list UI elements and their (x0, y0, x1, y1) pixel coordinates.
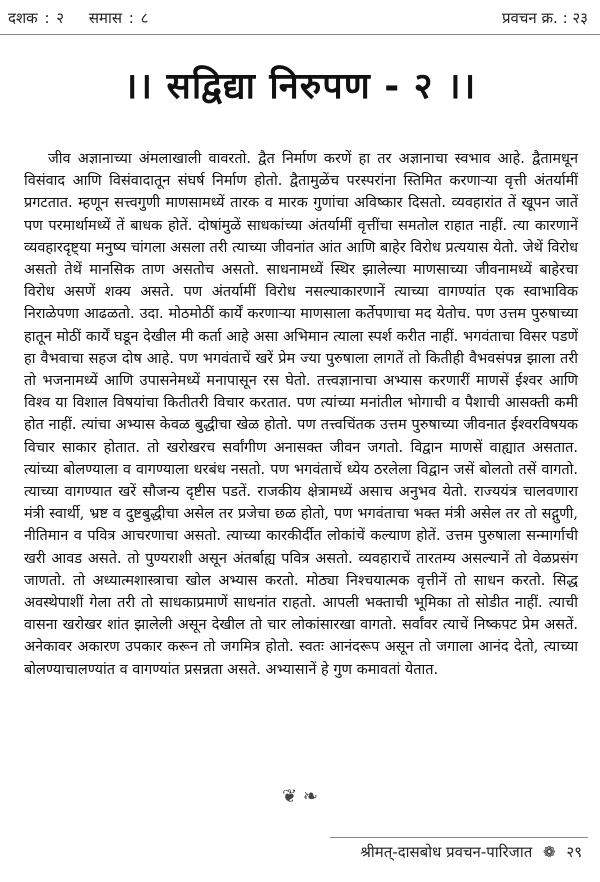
pravachan-number: प्रवचन क्र. : २३ (502, 9, 588, 27)
chapter-title: ।। सद्विद्या निरुपण - २ ।। (123, 66, 477, 107)
page-header (0, 0, 600, 34)
ornament-icon: ❦ ❧ (282, 786, 318, 807)
book-title: श्रीमत्-दासबोध प्रवचन-पारिजात (360, 843, 533, 861)
dashak-label: दशक : २ (8, 9, 65, 27)
header-left (8, 8, 166, 28)
body-paragraph: जीव अज्ञानाच्या अंमलाखाली वावरतो. द्वैत निर्माण करणें हा तर अज्ञानाचा स्वभाव आहे. द्वैतामधून विसंवाद आणि विसंवादातून संघर्ष निर्माण होतो. द्वैतामुळेंच परस्परांना स्तिमित करणाऱ्या वृत्ती अंतर्यामीं प्रगटतात. म्हणून सत्त्वगुणी माणसामध्यें तारक व मारक गुणांचा अविष्कार दिसतो. व्यवहारांत तें खूपन जातें पण परमार्थामध्यें तें बाधक होतें. दोषांमुळें साधकांच्या अंतर्यामीं वृत्तींचा समतोल राहात नाहीं. त्या कारणानें व्यवहारदृष्ट्या मनुष्य चांगला असला तरी त्याच्या जीवनांत आंत आणि बाहेर विरोध प्रत्ययास येतो. जेथें विरोध असतो तेथें मानसिक ताण असतोच असतो. साधनामध्यें स्थिर झालेल्या माणसाच्या जीवनामध्यें बाहेरचा विरोध असणें शक्य असते. पण अंतर्यामीं विरोध नसल्याकारणानें त्याच्या वागण्यांत एक स्वाभाविक निराळेपणा आढळतो. उदा. मोठमोठीं कार्यें करणाऱ्या माणसाला कर्तेपणाचा मद येतोच. पण उत्तम पुरुषाच्या हातून मोठीं कार्यें घडून देखील मी कर्ता आहे असा अभिमान त्याला स्पर्श करीत नाहीं. भगवंताचा विसर पडणें हा वैभवाचा सहज दोष आहे. पण भगवंताचें खरें प्रेम ज्या पुरुषाला लागतें तो कितीही वैभवसंपन्न झाला तरी तो भजनामध्यें आणि उपासनेमध्यें मनापासून रस घेतो. तत्त्वज्ञानाचा अभ्यास करणारीं माणसें ईश्वर आणि विश्व या विशाल विषयांचा कितीतरी विचार करतात. पण त्यांच्या मनांतील भोगाची व पैशाची आसक्ती कमी होत नाहीं. त्यांचा अभ्यास केवळ बुद्धीचा खेळ होतो. पण तत्त्वचिंतक उत्तम पुरुषाच्या जीवनात ईश्वरविषयक विचार साकार होतात. तो खरोखरच सर्वांगीण अनासक्त जीवन जगतो. विद्वान माणसें वाह्यात असतात. त्यांच्या बोलण्याला व वागण्याला धरबंध नसतो. पण भगवंताचें ध्येय ठरलेला विद्वान जसें बोलतो तसें वागतो. त्याच्या वागण्यात खरें सौजन्य दृष्टीस पडतें. राजकीय क्षेत्रामध्यें असाच अनुभव येतो. राज्ययंत्र चालवणारा मंत्री स्वार्थी, भ्रष्ट व दुष्टबुद्धीचा असेल तर प्रजेचा छळ होतो, पण भगवंताचा भक्त मंत्री असेल तर तो सद्गुणी, नीतिमान व पवित्र आचरणाचा असतो. त्याच्या कारकीर्दीत लोकांचें कल्याण होतें. उत्तम पुरुषाला सन्मार्गाची खरी आवड असते. तो पुण्यराशी असून अंतर्बाह्य पवित्र असतो. व्यवहाराचें तारतम्य असल्यानें तो वेळप्रसंग जाणतो. तो अध्यात्मशास्त्राचा खोल अभ्यास करतो. मोठ्या निश्चयात्मक वृत्तीनें तो साधन करतो. सिद्ध अवस्थेपाशीं गेला तरी तो साधकाप्रमाणें साधनांत राहतो. आपली भक्ताची भूमिका तो सोडीत नाहीं. त्याची वासना खरोखर शांत झालेली असून देखील तो चार लोकांसारखा वागतो. सर्वांवर त्याचें निष्कपट प्रेम असतें. अनेकावर अकारण उपकार करून तो जगमित्र होतो. स्वतः आनंदरूप असून तो जगाला आनंद देतो, त्याच्या बोलण्याचालण्यांत व वागण्यांत प्रसन्नता असते. अभ्यासानें हे गुण कमावतां येतात. (24, 151, 578, 678)
page-footer (360, 842, 582, 862)
header-divider (0, 34, 600, 35)
flower-icon: ❁ (543, 843, 556, 861)
page-number: २९ (566, 843, 582, 861)
samas-label: समास : ८ (88, 9, 149, 27)
footer-divider (330, 837, 588, 838)
